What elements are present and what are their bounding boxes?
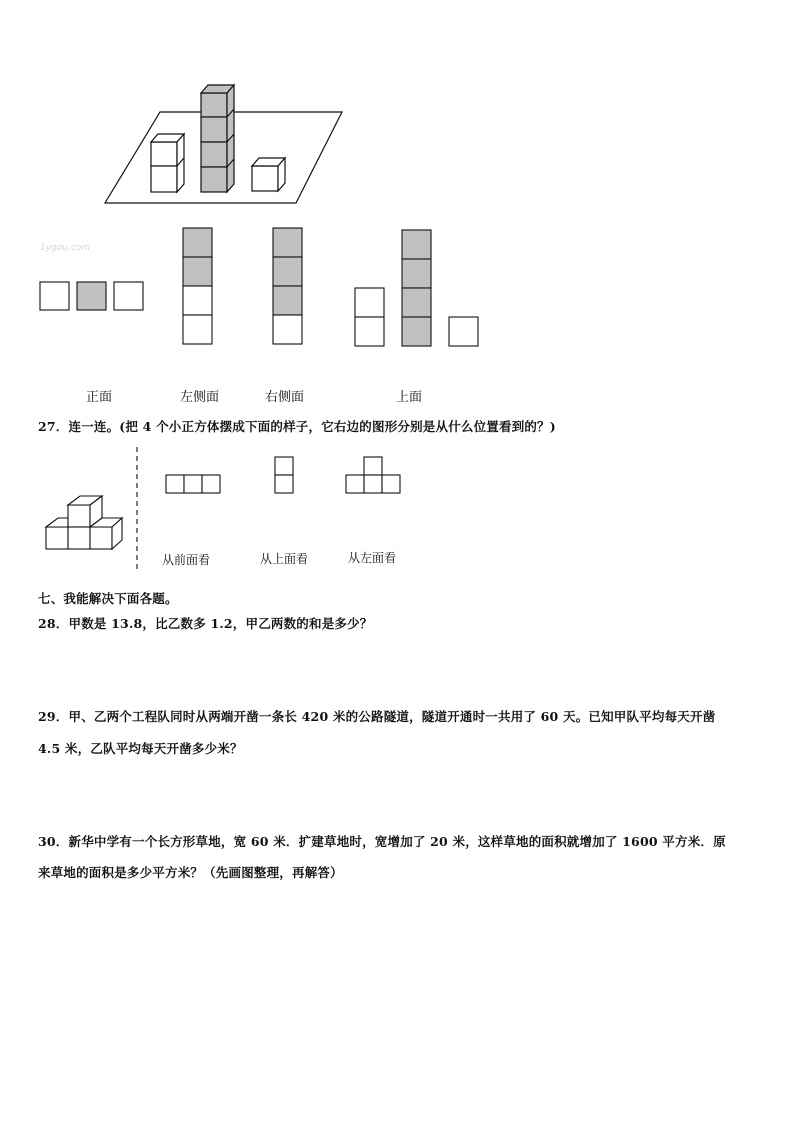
watermark: 1ygou.com (40, 243, 91, 253)
view-right-side-column (273, 228, 302, 344)
single-cube (252, 158, 285, 191)
q27-view-three-row (166, 475, 220, 493)
question-30-line-2: 来草地的面积是多少平方米？（先画图整理，再解答） (38, 865, 343, 880)
left-cube-stack (151, 134, 184, 192)
label-left-side: 左侧面 (180, 390, 220, 405)
view-top-group (355, 230, 478, 346)
label-right-side: 右侧面 (265, 390, 305, 405)
q27-view-t-shape (346, 457, 400, 493)
q27-label-from-front: 从前面看 (162, 553, 211, 567)
question-27: 27．连一连。(把 4 个小正方体摆成下面的样子，它右边的图形分别是从什么位置看到的？) (38, 419, 556, 434)
view-front-squares (40, 282, 143, 310)
q27-label-from-top: 从上面看 (260, 552, 309, 566)
q27-view-two-stack (275, 457, 293, 493)
question-29-line-2: 4.5 米，乙队平均每天开凿多少米？ (38, 741, 243, 756)
question-30-line-1: 30．新华中学有一个长方形草地，宽 60 米．扩建草地时，宽增加了 20 米，这样草地的面积就增加了 1600 平方米．原 (38, 834, 726, 849)
q27-label-from-left: 从左面看 (348, 551, 397, 565)
view-left-side-column (183, 228, 212, 344)
tall-cube-stack (201, 85, 234, 192)
label-top: 上面 (396, 390, 423, 405)
q27-cube-shape (46, 496, 122, 549)
section-7-title: 七、我能解决下面各题。 (38, 591, 178, 606)
label-front: 正面 (86, 390, 113, 405)
question-28: 28．甲数是 13.8，比乙数多 1.2，甲乙两数的和是多少？ (38, 616, 373, 631)
question-29-line-1: 29．甲、乙两个工程队同时从两端开凿一条长 420 米的公路隧道，隧道开通时一共用了 60 天。已知甲队平均每天开凿 (38, 709, 716, 724)
